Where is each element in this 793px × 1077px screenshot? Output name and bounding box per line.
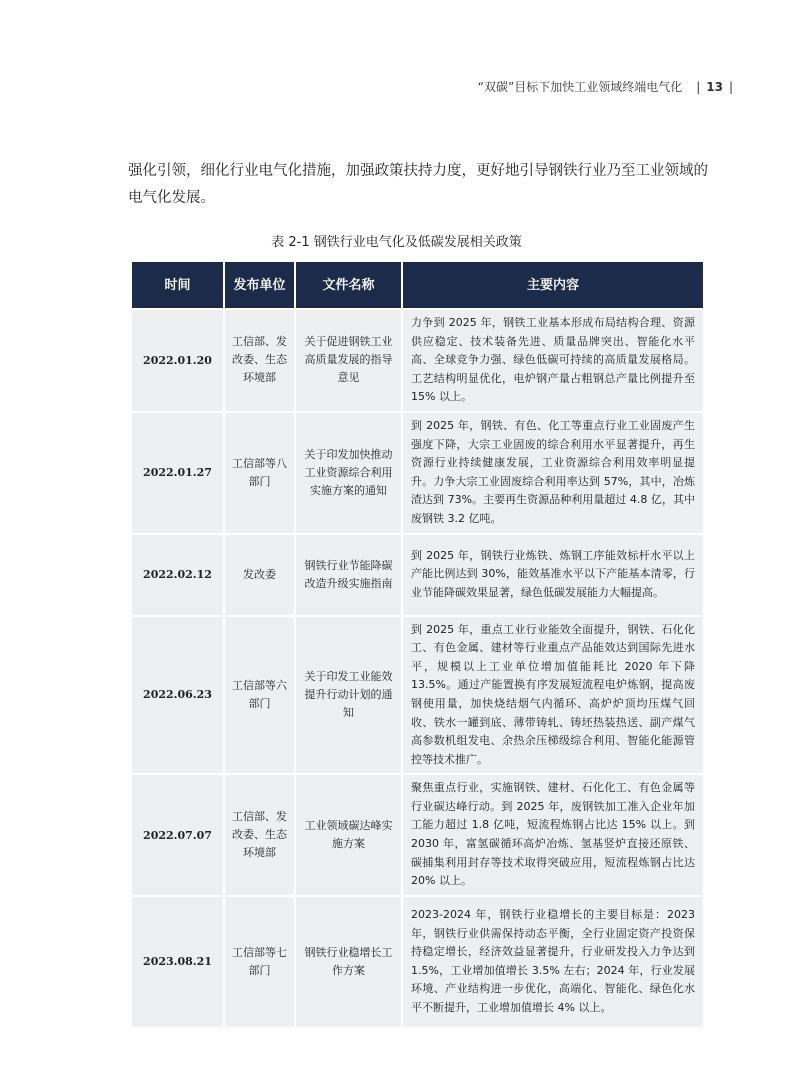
cell-date: 2022.02.12 bbox=[132, 535, 223, 615]
policy-table bbox=[130, 260, 705, 1029]
table-row bbox=[132, 535, 703, 615]
cell-content: 到 2025 年，钢铁行业炼铁、炼钢工序能效标杆水平以上产能比例达到 30%，能效基准水平以下产能基本清零，行业节能降碳效果显著，绿色低碳发展能力大幅提高。 bbox=[403, 535, 703, 615]
header-divider: | bbox=[696, 79, 701, 94]
cell-date: 2023.08.21 bbox=[132, 897, 223, 1027]
table-row bbox=[132, 897, 703, 1027]
header-title: “双碳”目标下加快工业领域终端电气化 bbox=[477, 80, 683, 94]
cell-dept: 工信部等八部门 bbox=[225, 413, 294, 533]
cell-content: 2023-2024 年，钢铁行业稳增长的主要目标是：2023 年，钢铁行业供需保持动态平衡，全行业固定资产投资保持稳定增长，经济效益显著提升，行业研发投入力争达到 1.5%，工业增加值增长 3.5% 左右；2024 年，行业发展环境、产业结构进一步优化，高端化、智能化、绿色化水平不断提升，工业增加值增长 4% 以上。 bbox=[403, 897, 703, 1027]
table-row bbox=[132, 310, 703, 411]
cell-dept: 工信部等六部门 bbox=[225, 617, 294, 774]
cell-content: 聚焦重点行业，实施钢铁、建材、石化化工、有色金属等行业碳达峰行动。到 2025 年，废钢铁加工准入企业年加工能力超过 1.8 亿吨，短流程炼钢占比达 15% 以上。到 2030 年，富氢碳循环高炉冶炼、氢基竖炉直接还原铁、碳捕集利用封存等技术取得突破应用，短流程炼钢占比达 20% 以上。 bbox=[403, 775, 703, 895]
cell-doc: 关于印发加快推动工业资源综合利用实施方案的通知 bbox=[296, 413, 401, 533]
cell-doc: 关于印发工业能效提升行动计划的通知 bbox=[296, 617, 401, 774]
table-row bbox=[132, 617, 703, 774]
cell-date: 2022.01.20 bbox=[132, 310, 223, 411]
cell-date: 2022.01.27 bbox=[132, 413, 223, 533]
cell-dept: 工信部、发改委、生态环境部 bbox=[225, 775, 294, 895]
table-row bbox=[132, 775, 703, 895]
cell-doc: 关于促进钢铁工业高质量发展的指导意见 bbox=[296, 310, 401, 411]
cell-doc: 工业领域碳达峰实施方案 bbox=[296, 775, 401, 895]
cell-date: 2022.06.23 bbox=[132, 617, 223, 774]
running-header bbox=[478, 78, 733, 95]
cell-date: 2022.07.07 bbox=[132, 775, 223, 895]
header-divider-right: | bbox=[728, 79, 733, 94]
cell-doc: 钢铁行业稳增长工作方案 bbox=[296, 897, 401, 1027]
header-content: 主要内容 bbox=[403, 262, 703, 308]
cell-content: 到 2025 年，重点工业行业能效全面提升，钢铁、石化化工、有色金属、建材等行业重点产品能效达到国际先进水平，规模以上工业单位增加值能耗比 2020 年下降 13.5%。通过产能置换有序发展短流程电炉炼钢，提高废钢使用量，加快烧结烟气内循环、高炉炉顶均压煤气回收、铁水一罐到底、薄带铸轧、铸坯热装热送、副产煤气高参数机组发电、余热余压梯级综合利用、智能化能源管控等技术推广。 bbox=[403, 617, 703, 774]
cell-content: 力争到 2025 年，钢铁工业基本形成布局结构合理、资源供应稳定、技术装备先进、质量品牌突出、智能化水平高、全球竞争力强、绿色低碳可持续的高质量发展格局。工艺结构明显优化，电炉钢产量占粗钢总产量比例提升至 15% 以上。 bbox=[403, 310, 703, 411]
page-number: 13 bbox=[706, 79, 723, 94]
cell-doc: 钢铁行业节能降碳改造升级实施指南 bbox=[296, 535, 401, 615]
cell-content: 到 2025 年，钢铁、有色、化工等重点行业工业固废产生强度下降，大宗工业固废的综合利用水平显著提升，再生资源行业持续健康发展，工业资源综合利用效率明显提升。力争大宗工业固废综合利用率达到 57%，其中，冶炼渣达到 73%。主要再生资源品种利用量超过 4.8 亿，其中废钢铁 3.2 亿吨。 bbox=[403, 413, 703, 533]
header-date: 时间 bbox=[132, 262, 223, 308]
header-dept: 发布单位 bbox=[225, 262, 294, 308]
intro-paragraph: 强化引领，细化行业电气化措施，加强政策扶持力度，更好地引导钢铁行业乃至工业领域的电气化发展。 bbox=[128, 163, 708, 206]
table-header-row bbox=[132, 262, 703, 308]
cell-dept: 工信部等七部门 bbox=[225, 897, 294, 1027]
cell-dept: 发改委 bbox=[225, 535, 294, 615]
header-doc: 文件名称 bbox=[296, 262, 401, 308]
table-row bbox=[132, 413, 703, 533]
table-caption: 表 2-1 钢铁行业电气化及低碳发展相关政策 bbox=[271, 235, 522, 250]
cell-dept: 工信部、发改委、生态环境部 bbox=[225, 310, 294, 411]
